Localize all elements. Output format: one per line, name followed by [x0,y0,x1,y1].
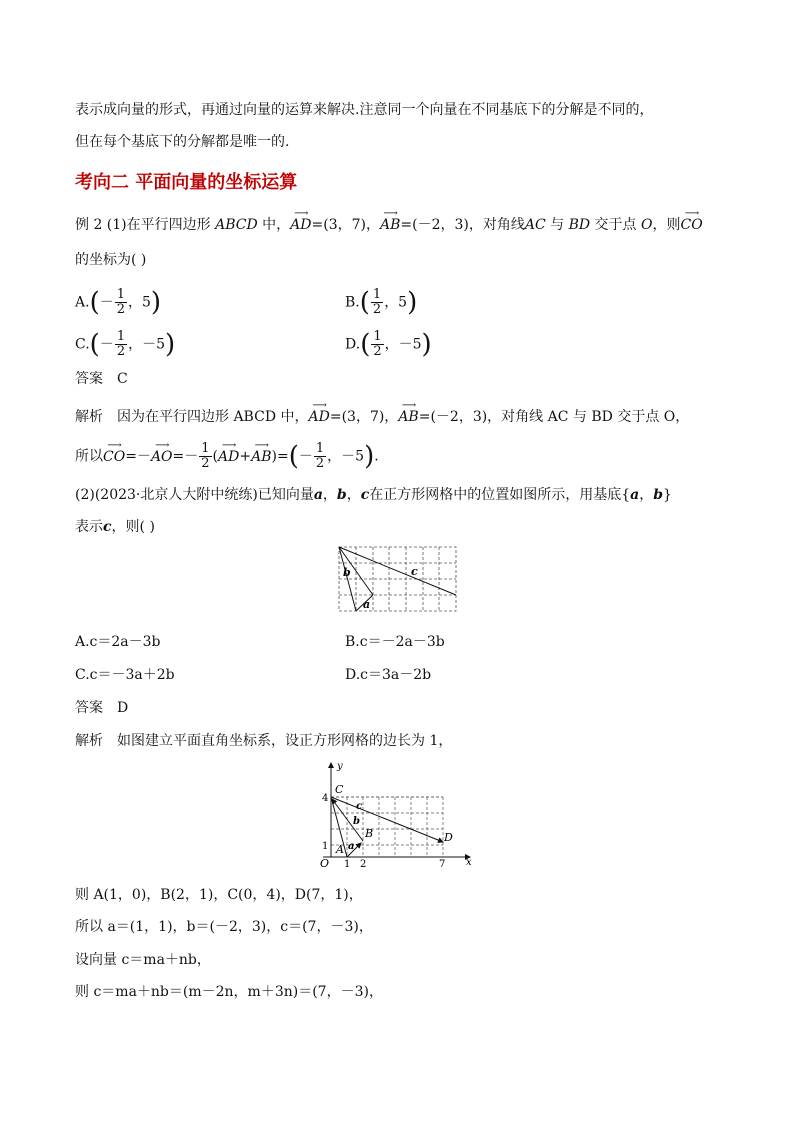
figure-vector-grid [337,545,459,613]
figure1-label-b: b [343,566,351,579]
answer-2: 答案 D [75,700,129,716]
solution-line-2: 所以 a＝(1，1)，b＝(－2，3)，c＝(7，－3)， [75,919,373,935]
fraction: $\frac{1}{2}$ [116,329,126,359]
tick-label-1x: 1 [344,859,351,869]
vector-ad: ⟶ AD [290,213,311,235]
axis-label-y: y [337,761,343,772]
vector-co: ⟶ CO [680,213,702,235]
axis-label-x: x [466,857,472,868]
vector-label-a: a [348,841,355,852]
option2-c: C.c＝－3a＋2b [75,667,175,683]
option-c: C.(－ $\frac{1}{2}$ ，－5) [75,329,176,360]
figure1-label-a: a [363,598,371,611]
intro-line-2: 但在每个基底下的分解都是唯一的. [75,134,290,150]
answer-1: 答案 C [75,371,128,387]
fraction: $\frac{1}{2}$ [315,441,325,471]
point-label-o: O [320,857,330,869]
option-a: A.(－ $\frac{1}{2}$ ，5) [75,287,162,318]
fraction: $\frac{1}{2}$ [373,329,382,359]
example2-question-line1: 例 2 (1)在平行四边形 ABCD 中，⟶ AD=(3，7)，⟶ AB=(－2，3)，对角线AC 与 BD 交于点 O，则⟶ CO [75,213,703,235]
vector-label-b: b [353,816,360,827]
figure-coordinate-grid [310,757,480,869]
option-b: B.( $\frac{1}{2}$ ，5) [345,287,418,318]
example2b-question-line2: 表示c，则( ) [75,519,155,535]
analysis-1-line2: 所以⟶ CO=－⟶ AO=－ $\frac{1}{2}$ (⟶ AD+⟶ AB)=(－ $\frac{1}{2}$ ，－5). [75,442,379,471]
analysis-1-line1: 解析 因为在平行四边形 ABCD 中，⟶ AD=(3，7)，⟶ AB=(－2，3)，对角线 AC 与 BD 交于点 O， [75,405,689,427]
option-d: D.( $\frac{1}{2}$ ，－5) [345,329,432,360]
example2b-question-line1: (2)(2023·北京人大附中统练)已知向量a，b，c在正方形网格中的位置如图所示，用基底{a，b} [75,487,672,503]
analysis-2-line1: 解析 如图建立平面直角坐标系，设正方形网格的边长为 1， [75,733,453,749]
solution-line-4: 则 c＝ma＋nb＝(m－2n，m＋3n)＝(7，－3)， [75,984,383,1000]
option2-d: D.c＝3a－2b [345,667,432,683]
point-label-d: D [444,831,453,844]
vector-ab: ⟶ AB [380,213,400,235]
section-heading: 考向二 平面向量的坐标运算 [75,172,298,193]
fraction: $\frac{1}{2}$ [116,287,125,317]
vector-label-c: c [356,801,363,812]
example2-question-line2: 的坐标为( ) [75,252,147,268]
point-label-c: C [335,783,344,796]
solution-line-3: 设向量 c＝ma＋nb， [75,952,211,968]
solution-line-1: 则 A(1，0)，B(2，1)，C(0，4)，D(7，1)， [75,887,363,903]
intro-line-1: 表示成向量的形式，再通过向量的运算来解决.注意同一个向量在不同基底下的分解是不同的， [75,102,654,118]
figure1-label-c: c [411,565,418,578]
point-label-a: A [336,843,344,856]
fraction: $\frac{1}{2}$ [372,287,382,317]
tick-label-1y: 1 [322,841,329,852]
option2-a: A.c＝2a－3b [75,634,161,650]
point-label-b: B [365,827,374,840]
option2-b: B.c＝－2a－3b [345,634,445,650]
fraction: $\frac{1}{2}$ [201,441,210,471]
tick-label-7: 7 [439,859,446,869]
tick-label-2: 2 [360,859,367,869]
tick-label-4: 4 [322,793,329,804]
